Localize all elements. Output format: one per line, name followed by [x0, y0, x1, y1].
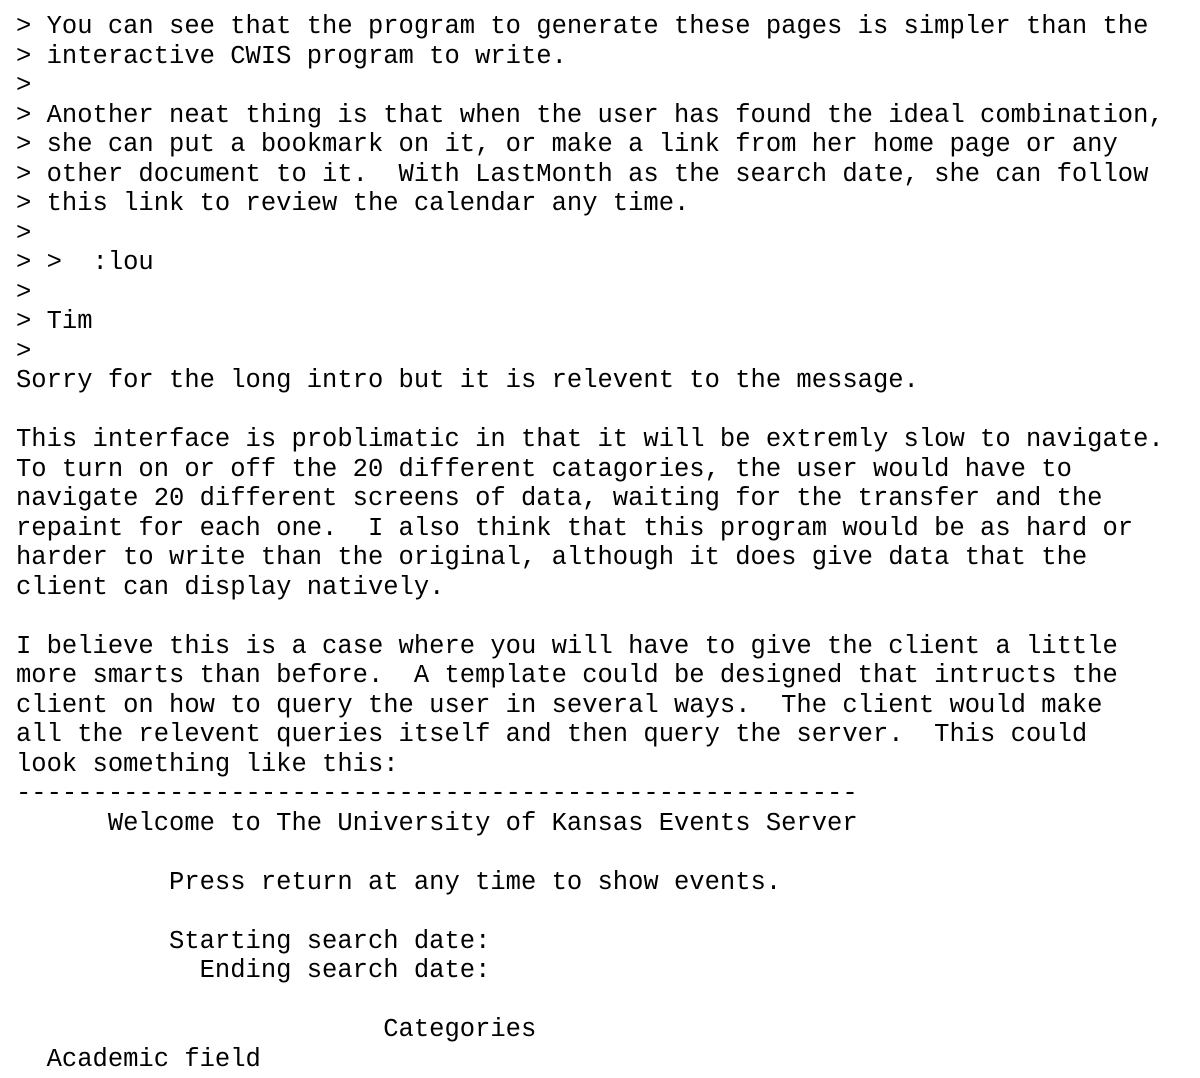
quoted-line: > You can see that the program to generate these pages is simpler than the — [16, 12, 1149, 41]
quoted-line: > — [16, 71, 32, 100]
starting-date-label: Starting search date: — [16, 926, 491, 956]
quoted-line: > > :lou — [16, 248, 154, 277]
body-line: more smarts than before. A template could be designed that intructs the — [16, 661, 1118, 690]
blank-line — [16, 602, 1200, 632]
quoted-line: > Tim — [16, 307, 93, 336]
ending-date-label: Ending search date: — [16, 956, 491, 985]
quoted-line: > — [16, 277, 32, 307]
email-message-body — [16, 12, 1200, 1074]
quoted-line: > interactive CWIS program to write. — [16, 41, 567, 71]
blank-line — [16, 838, 1200, 868]
quoted-line: > this link to review the calendar any time. — [16, 189, 690, 218]
separator-line: ------------------------------------------------------- — [16, 779, 858, 808]
quoted-line: > Another neat thing is that when the user has found the ideal combination, — [16, 100, 1164, 130]
body-line: This interface is problimatic in that it will be extremly slow to navigate. — [16, 425, 1164, 454]
quoted-line: > she can put a bookmark on it, or make a link from her home page or any — [16, 130, 1118, 159]
body-line: I believe this is a case where you will have to give the client a little — [16, 631, 1118, 661]
quoted-line: > other document to it. With LastMonth as the search date, she can follow — [16, 159, 1149, 189]
category-item: Academic field — [16, 1044, 261, 1074]
blank-line — [16, 986, 1200, 1016]
mockup-title: Welcome to The University of Kansas Events Server — [16, 808, 858, 838]
body-line: To turn on or off the 20 different catagories, the user would have to — [16, 454, 1072, 484]
body-line: repaint for each one. I also think that this program would be as hard or — [16, 513, 1134, 543]
body-line: client can display natively. — [16, 572, 445, 602]
mockup-instruction: Press return at any time to show events. — [16, 867, 782, 897]
categories-heading: Categories — [16, 1015, 537, 1044]
quoted-line: > — [16, 336, 32, 366]
body-line: navigate 20 different screens of data, waiting for the transfer and the — [16, 484, 1103, 513]
body-line: all the relevent queries itself and then query the server. This could — [16, 720, 1088, 749]
blank-line — [16, 396, 1200, 426]
body-line: client on how to query the user in several ways. The client would make — [16, 690, 1103, 720]
quoted-line: > — [16, 218, 32, 248]
body-line: Sorry for the long intro but it is relevent to the message. — [16, 366, 919, 395]
body-line: look something like this: — [16, 749, 399, 779]
body-line: harder to write than the original, although it does give data that the — [16, 543, 1088, 572]
blank-line — [16, 897, 1200, 927]
